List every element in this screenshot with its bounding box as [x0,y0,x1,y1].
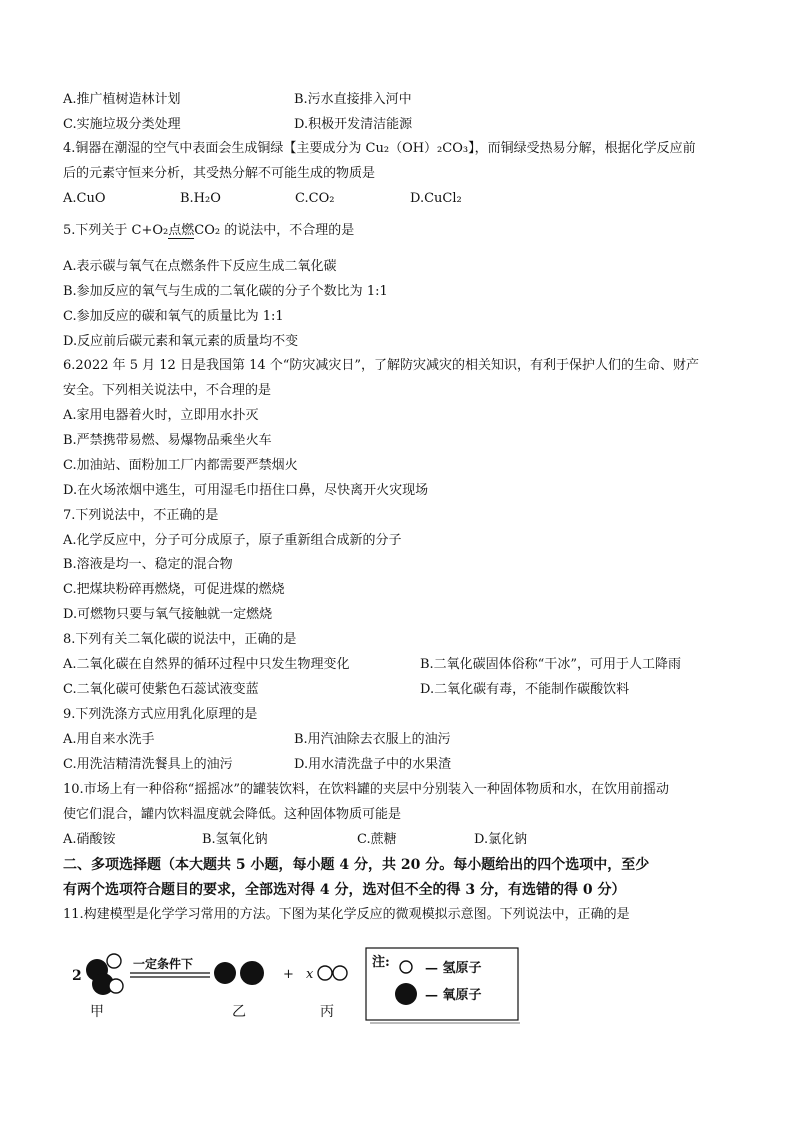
q8-stem: 8.下列有关二氧化碳的说法中，正确的是 [63,632,297,647]
q7-option-a: A.化学反应中，分子可分成原子，原子重新组合成新的分子 [63,533,402,548]
hydrogen-atom [333,966,347,980]
q11-legend-hydrogen: — 氢原子 [425,961,482,976]
q11-coefficient-x: x [306,967,314,982]
q5-stem-suffix: 的说法中，不合理的是 [220,223,355,238]
legend-oxygen-icon [395,983,417,1005]
q9-stem: 9.下列洗涤方式应用乳化原理的是 [63,707,258,722]
q9-option-a: A.用自来水洗手 [63,732,155,747]
q6-option-d: D.在火场浓烟中逃生，可用湿毛巾捂住口鼻，尽快离开火灾现场 [63,483,429,498]
q4-stem-line1: 4.铜器在潮湿的空气中表面会生成铜绿【主要成分为 Cu₂（OH）₂CO₃】，而铜绿受热易分解，根据化学反应前 [63,141,696,156]
q8-option-d: D.二氧化碳有毒，不能制作碳酸饮料 [420,682,630,697]
q5-product: CO₂ [194,223,221,238]
q6-option-c: C.加油站、面粉加工厂内都需要严禁烟火 [63,458,298,473]
q11-legend-title: 注: [372,955,390,970]
q4-option-b: B.H₂O [180,191,221,206]
q3-option-d: D.积极开发清洁能源 [294,117,413,132]
q4-option-c: C.CO₂ [295,191,335,206]
q9-option-b: B.用汽油除去衣服上的油污 [294,732,451,747]
q4-stem-line2: 后的元素守恒来分析，其受热分解不可能生成的物质是 [63,166,376,181]
q6-stem-line1: 6.2022 年 5 月 12 日是我国第 14 个“防灾减灾日”，了解防灾减灾的相关知识，有利于保护人们的生命、财产 [63,358,700,373]
q10-option-c: C.蔗糖 [357,832,397,847]
oxygen-atom [240,961,264,985]
q11-stem: 11.构建模型是化学学习常用的方法。下图为某化学反应的微观模拟示意图。下列说法中，正确的是 [63,907,630,922]
q8-option-b: B.二氧化碳固体俗称“干冰”，可用于人工降雨 [420,657,681,672]
q10-option-d: D.氯化钠 [474,832,528,847]
q10-stem-line2: 使它们混合，罐内饮料温度就会降低。这种固体物质可能是 [63,807,402,822]
section2-heading-line1: 二、多项选择题（本大题共 5 小题，每小题 4 分，共 20 分。每小题给出的四个选项中，至少 [63,857,650,873]
q7-option-b: B.溶液是均一、稳定的混合物 [63,557,233,572]
q11-legend-oxygen: — 氧原子 [425,988,482,1003]
hydrogen-atom [318,966,332,980]
q10-option-b: B.氢氧化钠 [202,832,268,847]
q9-option-c: C.用洗洁精清洗餐具上的油污 [63,757,233,772]
q5-option-b: B.参加反应的氧气与生成的二氧化碳的分子个数比为 1:1 [63,284,388,299]
section2-heading-line2: 有两个选项符合题目的要求，全部选对得 4 分，选对但不全的得 3 分，有选错的得 0 分） [63,882,626,898]
q10-stem-line1: 10.市场上有一种俗称“摇摇冰”的罐装饮料，在饮料罐的夹层中分别装入一种固体物质和水，在饮用前摇动 [63,782,669,797]
q8-option-a: A.二氧化碳在自然界的循环过程中只发生物理变化 [63,657,350,672]
q6-option-b: B.严禁携带易燃、易爆物品乘坐火车 [63,433,272,448]
q8-option-c: C.二氧化碳可使紫色石蕊试液变蓝 [63,682,259,697]
q11-plus-sign: + [283,967,294,982]
q5-option-d: D.反应前后碳元素和氧元素的质量均不变 [63,334,299,349]
oxygen-atom [214,962,236,984]
q3-option-a: A.推广植树造林计划 [63,92,181,107]
q11-reaction-condition: 一定条件下 [133,957,194,971]
q3-option-c: C.实施垃圾分类处理 [63,117,181,132]
q6-option-a: A.家用电器着火时，立即用水扑灭 [63,408,259,423]
q7-option-c: C.把煤块粉碎再燃烧，可促进煤的燃烧 [63,582,285,597]
hydrogen-atom [107,954,121,968]
q11-label-jia: 甲 [90,1004,104,1020]
legend-hydrogen-icon [400,961,412,973]
q3-option-b: B.污水直接排入河中 [294,92,412,107]
q11-coefficient: 2 [72,968,82,984]
q7-stem: 7.下列说法中，不正确的是 [63,508,219,523]
q4-option-a: A.CuO [63,191,106,206]
q5-stem-prefix: 5.下列关于 C+O₂ [63,223,169,238]
q10-option-a: A.硝酸铵 [63,832,116,847]
q6-stem-line2: 安全。下列相关说法中，不合理的是 [63,383,272,398]
q4-option-d: D.CuCl₂ [410,191,462,206]
q7-option-d: D.可燃物只要与氧气接触就一定燃烧 [63,607,273,622]
q11-label-bing: 丙 [320,1004,334,1020]
q9-option-d: D.用水清洗盘子中的水果渣 [294,757,452,772]
q5-reaction-condition: 点燃 [168,223,195,238]
q11-label-yi: 乙 [232,1004,246,1020]
q5-option-c: C.参加反应的碳和氧气的质量比为 1:1 [63,309,284,324]
q5-option-a: A.表示碳与氧气在点燃条件下反应生成二氧化碳 [63,259,337,274]
hydrogen-atom [109,979,123,993]
